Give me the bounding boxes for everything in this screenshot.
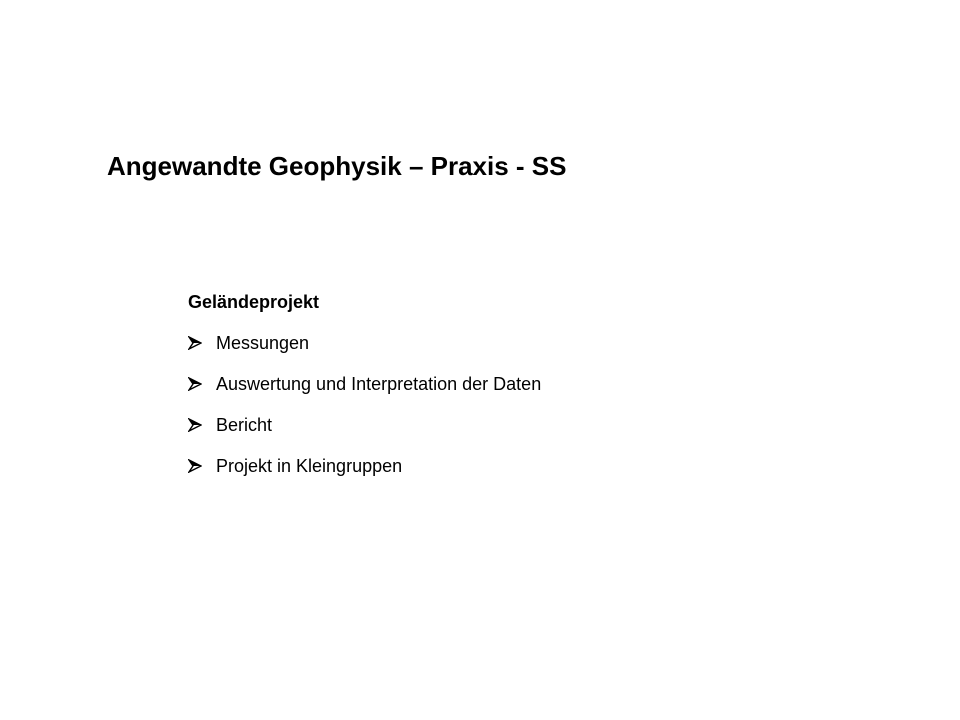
arrowhead-bullet-icon [188, 452, 216, 480]
bullet-item-auswertung [188, 370, 541, 398]
arrowhead-bullet-icon [188, 411, 216, 439]
bullet-label: Bericht [216, 414, 273, 435]
bullet-label: Auswertung und Interpretation der Daten [216, 373, 542, 394]
bullet-label: Messungen [216, 332, 310, 353]
bullet-label: Projekt in Kleingruppen [216, 455, 403, 476]
bullet-list [188, 329, 541, 480]
section-heading: Geländeprojekt [188, 292, 320, 312]
bullet-item-bericht [188, 411, 541, 439]
arrowhead-bullet-icon [188, 329, 216, 357]
arrowhead-bullet-icon [188, 370, 216, 398]
bullet-item-messungen [188, 329, 541, 357]
bullet-item-projekt [188, 452, 541, 480]
slide-content [188, 288, 541, 480]
slide-title: Angewandte Geophysik – Praxis - SS [107, 151, 567, 181]
